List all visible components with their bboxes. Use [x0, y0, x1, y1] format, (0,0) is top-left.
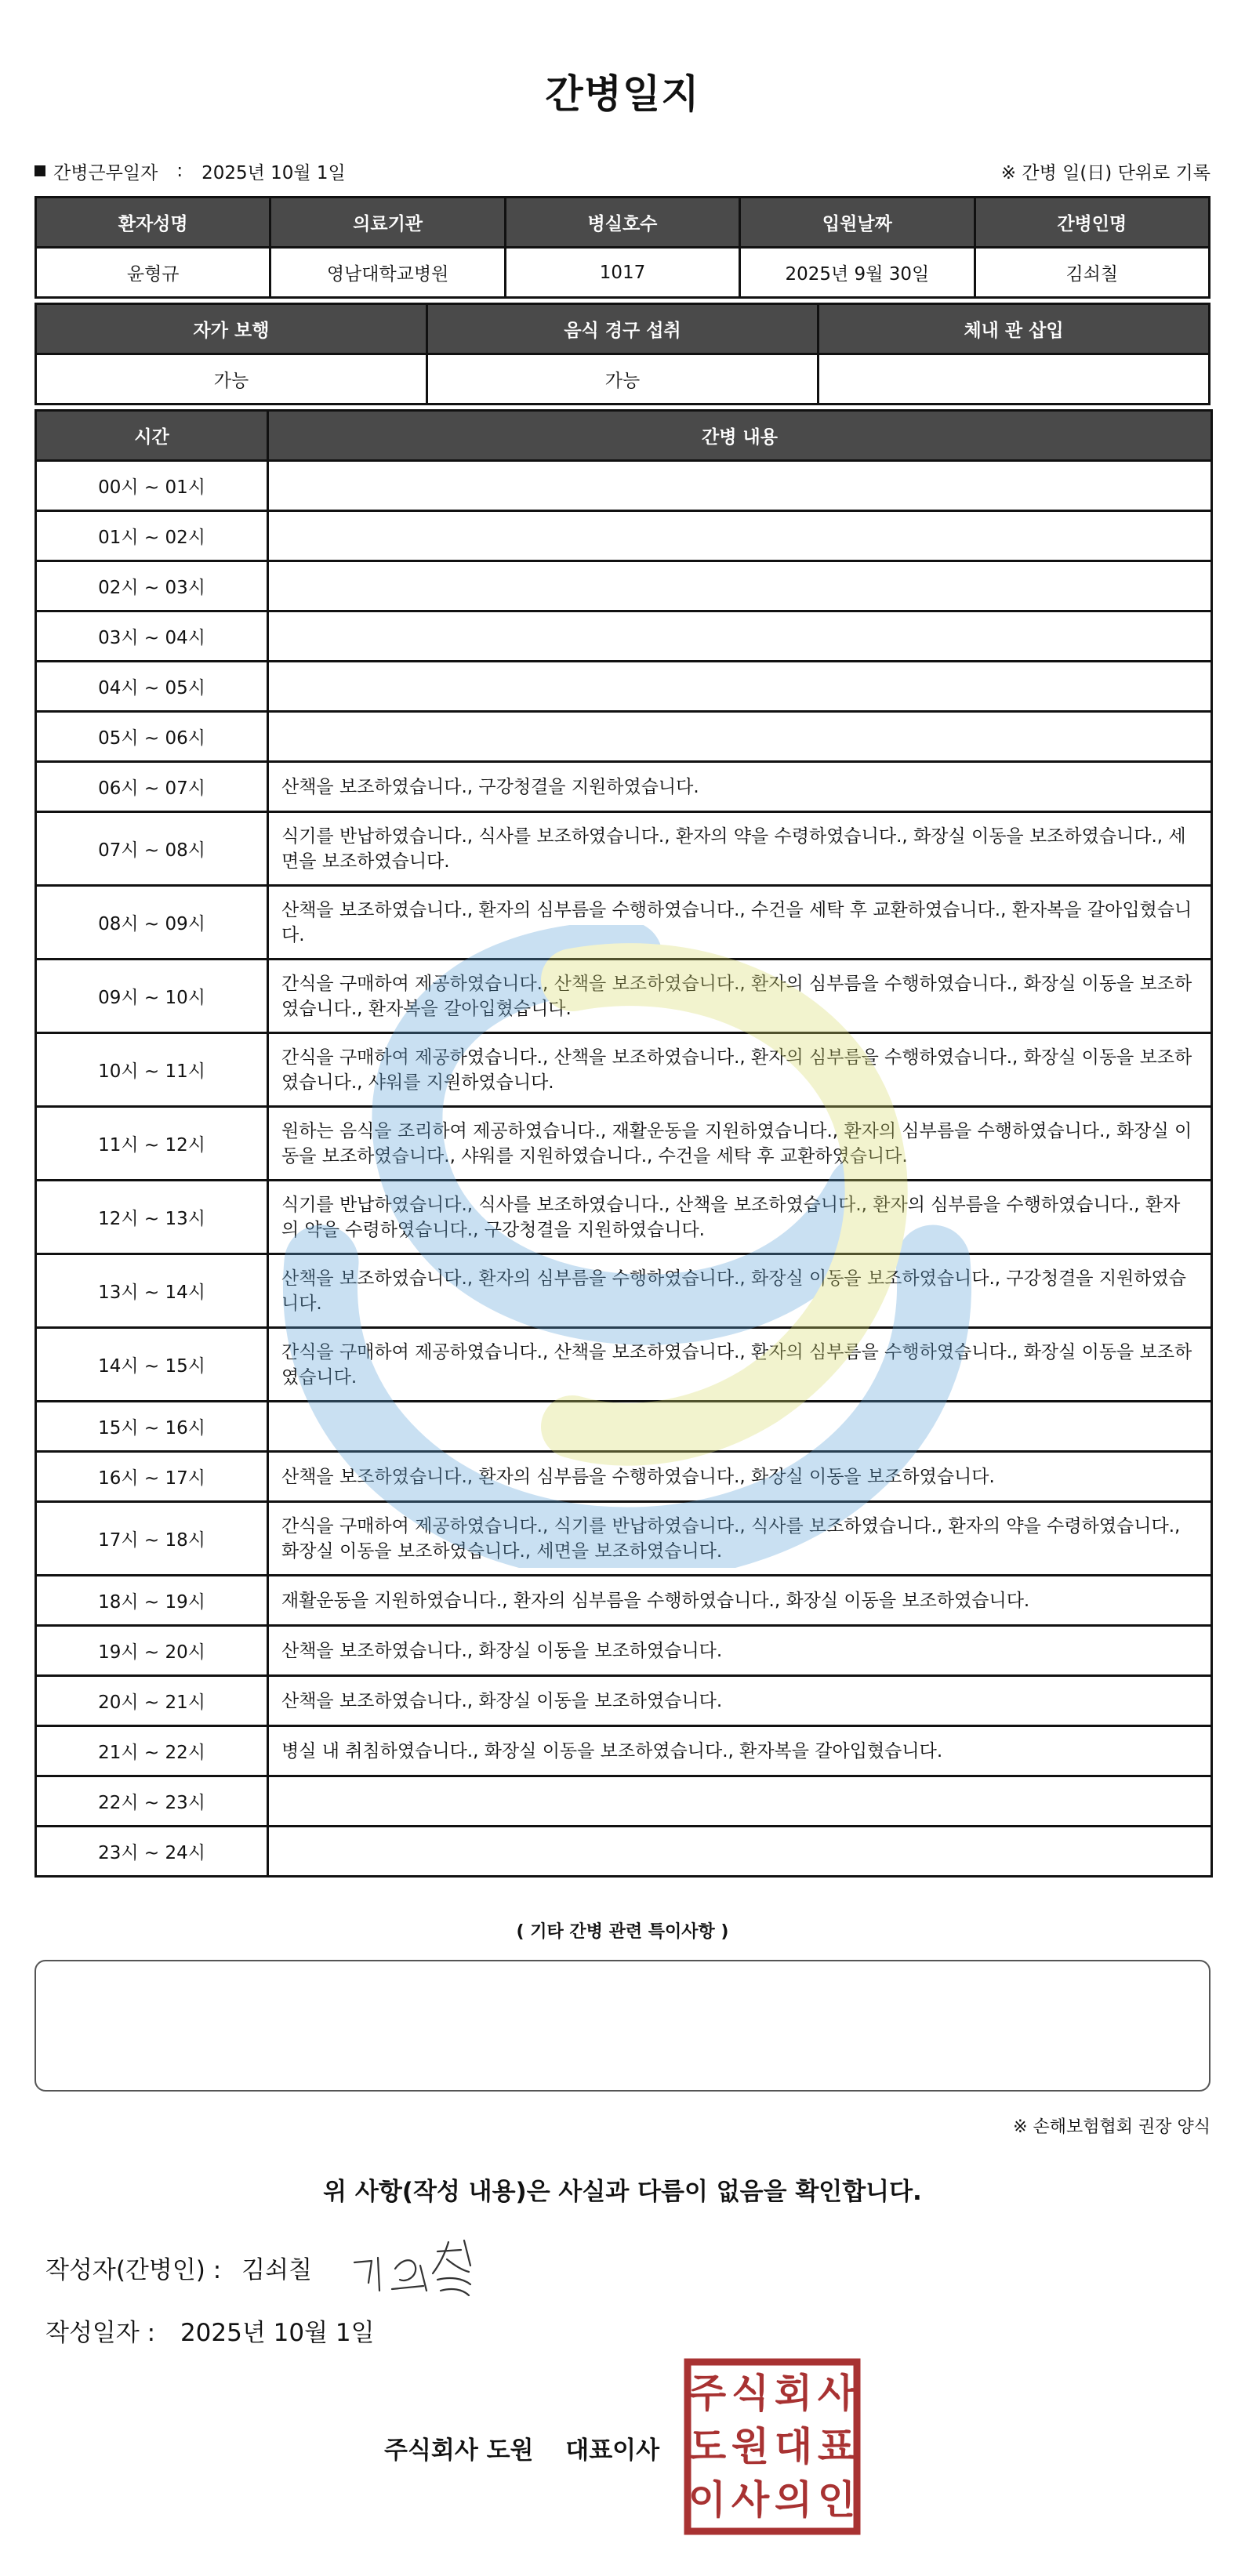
patient-info-table: [34, 196, 1211, 299]
log-content: 식기를 반납하였습니다., 식사를 보조하였습니다., 환자의 약을 수령하였습니다., 화장실 이동을 보조하였습니다., 세면을 보조하였습니다.: [268, 812, 1212, 886]
svg-text:의: 의: [774, 2477, 813, 2523]
log-time: 14시 ~ 15시: [36, 1328, 268, 1402]
log-time: 18시 ~ 19시: [36, 1576, 268, 1626]
log-time: 04시 ~ 05시: [36, 662, 268, 712]
table-row: [36, 1033, 1212, 1107]
company-seal-icon: [684, 2358, 861, 2535]
log-time: 16시 ~ 17시: [36, 1452, 268, 1502]
log-content: [268, 561, 1212, 611]
log-content: [268, 611, 1212, 662]
company-name: 주식회사 도원: [384, 2436, 534, 2465]
admission-date: 2025년 9월 30일: [740, 248, 975, 298]
page-title: 간병일지: [545, 71, 700, 117]
table-row: [36, 1254, 1212, 1328]
log-time: 06시 ~ 07시: [36, 762, 268, 812]
work-date-separator: :: [176, 161, 183, 181]
log-content: 간식을 구매하여 제공하였습니다., 산책을 보조하였습니다., 환자의 심부름을 수행하였습니다., 화장실 이동을 보조하였습니다.: [268, 1328, 1212, 1402]
write-date-value: 2025년 10월 1일: [180, 2319, 375, 2347]
table-row: [36, 1107, 1212, 1181]
log-time: 03시 ~ 04시: [36, 611, 268, 662]
svg-text:주: 주: [688, 2371, 727, 2416]
log-content: [268, 1776, 1212, 1827]
company-signature-line: [384, 2430, 659, 2465]
log-content: 산책을 보조하였습니다., 구강청결을 지원하였습니다.: [268, 762, 1212, 812]
unit-note: ※ 간병 일(日) 단위로 기록: [1000, 162, 1211, 183]
log-time: 19시 ~ 20시: [36, 1626, 268, 1676]
svg-text:대: 대: [774, 2424, 813, 2469]
log-content: [268, 461, 1212, 511]
table-row: [36, 1502, 1212, 1576]
header-tube-insertion: 체내 관 삽입: [819, 304, 1210, 354]
log-time: 23시 ~ 24시: [36, 1827, 268, 1877]
svg-text:사: 사: [731, 2477, 770, 2523]
log-time: 02시 ~ 03시: [36, 561, 268, 611]
log-time: 05시 ~ 06시: [36, 712, 268, 762]
confirmation-statement: 위 사항(작성 내용)은 사실과 다름이 없음을 확인합니다.: [323, 2178, 922, 2206]
header-caregiver-name: 간병인명: [975, 198, 1209, 248]
table-row: [36, 1452, 1212, 1502]
table-row: [36, 354, 1210, 405]
log-content: 간식을 구매하여 제공하였습니다., 산책을 보조하였습니다., 환자의 심부름을 수행하였습니다., 화장실 이동을 보조하였습니다., 샤워를 지원하였습니다.: [268, 1033, 1212, 1107]
bullet-square-icon: [34, 165, 45, 176]
log-content: 산책을 보조하였습니다., 환자의 심부름을 수행하였습니다., 화장실 이동을 보조하였습니다.: [268, 1452, 1212, 1502]
table-header-row: [36, 304, 1210, 354]
log-content: [268, 511, 1212, 561]
log-content: 산책을 보조하였습니다., 환자의 심부름을 수행하였습니다., 화장실 이동을 보조하였습니다., 구강청결을 지원하였습니다.: [268, 1254, 1212, 1328]
log-content: 병실 내 취침하였습니다., 화장실 이동을 보조하였습니다., 환자복을 갈아입혔습니다.: [268, 1726, 1212, 1776]
table-row: [36, 1726, 1212, 1776]
log-time: 13시 ~ 14시: [36, 1254, 268, 1328]
log-time: 20시 ~ 21시: [36, 1676, 268, 1726]
table-row: [36, 561, 1212, 611]
table-row: [36, 1776, 1212, 1827]
log-content: [268, 1402, 1212, 1452]
meta-row: [34, 157, 1211, 185]
svg-text:표: 표: [817, 2424, 856, 2469]
log-content: 재활운동을 지원하였습니다., 환자의 심부름을 수행하였습니다., 화장실 이동을 보조하였습니다.: [268, 1576, 1212, 1626]
special-notes-title: ( 기타 간병 관련 특이사항 ): [516, 1922, 729, 1942]
hospital: 영남대학교병원: [270, 248, 505, 298]
work-date: [34, 158, 346, 184]
log-content: 간식을 구매하여 제공하였습니다., 식기를 반납하였습니다., 식사를 보조하였습니다., 환자의 약을 수령하였습니다., 화장실 이동을 보조하였습니다., 세면을 보조하였습니다.: [268, 1502, 1212, 1576]
work-date-label: 간병근무일자: [53, 162, 158, 183]
log-time: 00시 ~ 01시: [36, 461, 268, 511]
table-row: [36, 1626, 1212, 1676]
log-time: 08시 ~ 09시: [36, 886, 268, 960]
table-row: [36, 461, 1212, 511]
table-row: [36, 1827, 1212, 1877]
log-content: 원하는 음식을 조리하여 제공하였습니다., 재활운동을 지원하였습니다., 환자의 심부름을 수행하였습니다., 화장실 이동을 보조하였습니다., 샤워를 지원하였습니다., 수건을 세탁 후 교환하였습니다.: [268, 1107, 1212, 1181]
log-content: [268, 1827, 1212, 1877]
care-log-body: [36, 461, 1212, 1877]
special-notes-box: [34, 1960, 1211, 2092]
log-content: 산책을 보조하였습니다., 화장실 이동을 보조하였습니다.: [268, 1626, 1212, 1676]
table-row: [36, 812, 1212, 886]
svg-text:사: 사: [817, 2371, 856, 2416]
log-content: 식기를 반납하였습니다., 식사를 보조하였습니다., 산책을 보조하였습니다., 환자의 심부름을 수행하였습니다., 환자의 약을 수령하였습니다., 구강청결을 지원하였습니다.: [268, 1181, 1212, 1254]
log-time: 15시 ~ 16시: [36, 1402, 268, 1452]
header-hospital: 의료기관: [270, 198, 505, 248]
table-row: [36, 611, 1212, 662]
table-row: [36, 1328, 1212, 1402]
patient-name: 윤형규: [36, 248, 270, 298]
writer-row: [45, 2250, 312, 2285]
table-row: [36, 1576, 1212, 1626]
table-row: [36, 886, 1212, 960]
table-row: [36, 762, 1212, 812]
form-notice: ※ 손해보험협회 권장 양식: [1013, 2117, 1211, 2137]
table-row: [36, 511, 1212, 561]
log-content: 산책을 보조하였습니다., 환자의 심부름을 수행하였습니다., 수건을 세탁 후 교환하였습니다., 환자복을 갈아입혔습니다.: [268, 886, 1212, 960]
log-time: 07시 ~ 08시: [36, 812, 268, 886]
svg-text:회: 회: [774, 2371, 813, 2416]
writer-name: 김쇠칠: [241, 2256, 313, 2284]
write-date-row: [45, 2313, 375, 2348]
svg-text:식: 식: [731, 2371, 770, 2416]
tube-insertion-value: [819, 354, 1210, 405]
svg-text:도: 도: [688, 2424, 727, 2469]
table-row: [36, 1676, 1212, 1726]
writer-label: 작성자(간병인) :: [45, 2256, 222, 2284]
log-time: 17시 ~ 18시: [36, 1502, 268, 1576]
table-row: [36, 662, 1212, 712]
header-admission-date: 입원날짜: [740, 198, 975, 248]
log-content: 간식을 구매하여 제공하였습니다., 산책을 보조하였습니다., 환자의 심부름을 수행하였습니다., 화장실 이동을 보조하였습니다., 환자복을 갈아입혔습니다.: [268, 960, 1212, 1033]
table-header-row: [36, 198, 1210, 248]
header-room-number: 병실호수: [505, 198, 739, 248]
company-ceo-label: 대표이사: [565, 2436, 660, 2465]
table-row: [36, 248, 1210, 298]
svg-text:원: 원: [731, 2424, 770, 2469]
header-oral-intake: 음식 경구 섭취: [427, 304, 819, 354]
care-log-table: [34, 409, 1213, 1878]
svg-text:이: 이: [688, 2477, 727, 2523]
header-self-walking: 자가 보행: [36, 304, 427, 354]
table-header-row: [36, 411, 1212, 461]
self-walking-value: 가능: [36, 354, 427, 405]
handwritten-signature-icon: [345, 2234, 494, 2305]
log-content: [268, 662, 1212, 712]
header-patient-name: 환자성명: [36, 198, 270, 248]
log-time: 21시 ~ 22시: [36, 1726, 268, 1776]
log-time: 01시 ~ 02시: [36, 511, 268, 561]
table-row: [36, 960, 1212, 1033]
svg-text:인: 인: [817, 2477, 856, 2523]
log-content: 산책을 보조하였습니다., 화장실 이동을 보조하였습니다.: [268, 1676, 1212, 1726]
write-date-label: 작성일자 :: [45, 2319, 156, 2347]
table-row: [36, 712, 1212, 762]
table-row: [36, 1402, 1212, 1452]
table-row: [36, 1181, 1212, 1254]
log-time: 09시 ~ 10시: [36, 960, 268, 1033]
log-time: 12시 ~ 13시: [36, 1181, 268, 1254]
log-time: 22시 ~ 23시: [36, 1776, 268, 1827]
log-time: 11시 ~ 12시: [36, 1107, 268, 1181]
header-time: 시간: [36, 411, 268, 461]
log-content: [268, 712, 1212, 762]
work-date-value: 2025년 10월 1일: [201, 162, 346, 183]
room-number: 1017: [505, 248, 739, 298]
patient-status-table: [34, 303, 1211, 405]
header-care-content: 간병 내용: [268, 411, 1212, 461]
log-time: 10시 ~ 11시: [36, 1033, 268, 1107]
oral-intake-value: 가능: [427, 354, 819, 405]
caregiver-name: 김쇠칠: [975, 248, 1209, 298]
